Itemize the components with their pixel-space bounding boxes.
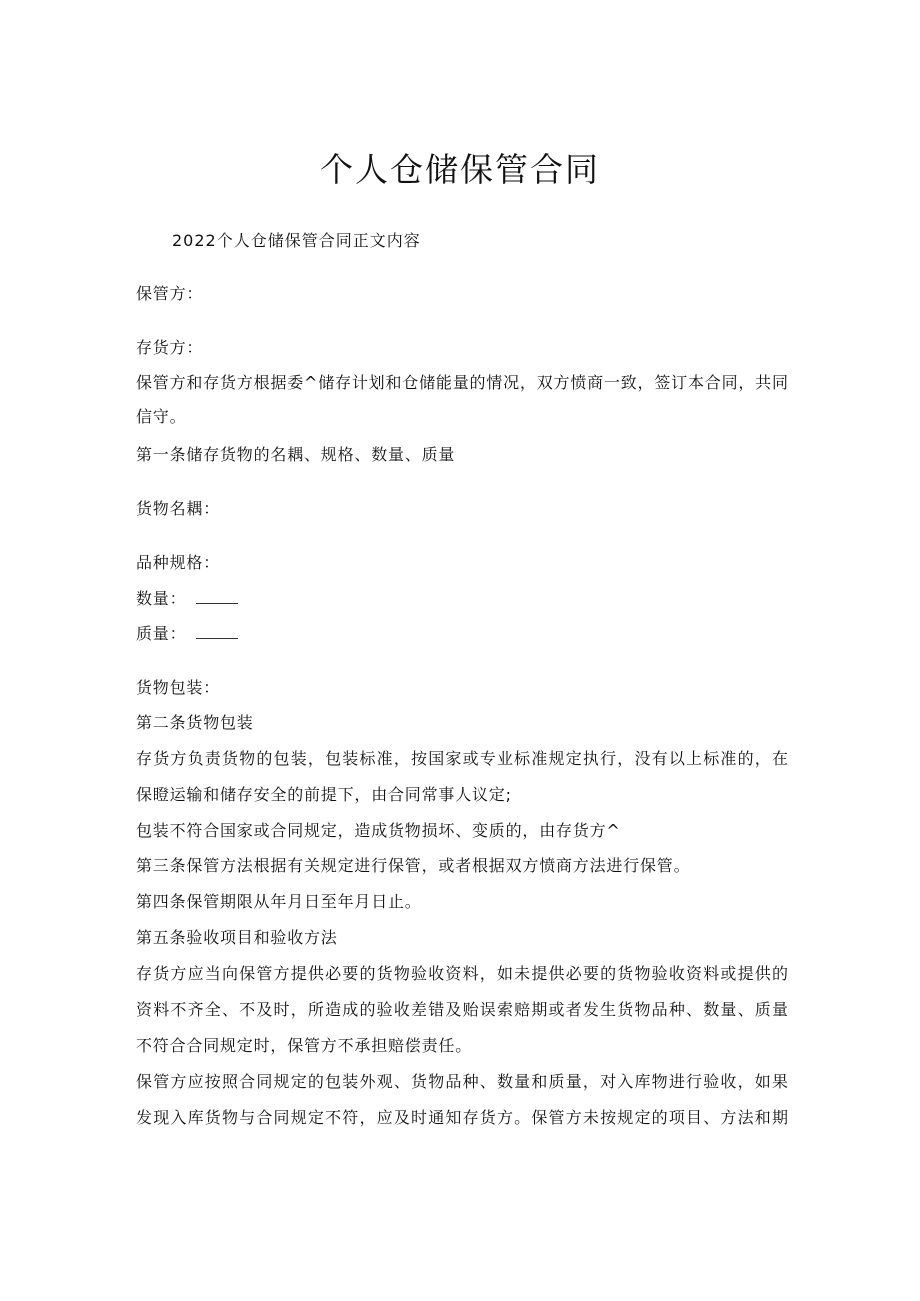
article-5-paragraph-1-line-2: 资料不齐全、不及时，所造成的验收差错及贻误索赔期或者发生货物品种、数量、质量 (136, 1000, 788, 1019)
quality-line (136, 622, 238, 646)
document-title: 个人仓储保管合同 (320, 150, 600, 189)
article-1-heading: 第一条储存货物的名耦、规格、数量、质量 (136, 445, 456, 464)
quality-blank (196, 624, 238, 639)
article-5-paragraph-1-line-1: 存货方应当向保管方提供必要的货物验收资料，如未提供必要的货物验收资料或提供的 (136, 964, 788, 983)
article-2-heading: 第二条货物包装 (136, 713, 254, 732)
goods-name-line: 货物名耦： (136, 499, 221, 518)
article-3-line: 第三条保管方法根据有关规定进行保管，或者根据双方愤商方法进行保管。 (136, 856, 691, 875)
packaging-line: 货物包装： (136, 678, 221, 697)
quantity-blank (196, 589, 238, 604)
depositor-line: 存货方： (136, 338, 204, 357)
article-4-line: 第四条保管期限从年月日至年月日止。 (136, 892, 422, 911)
quantity-label: 数量： (136, 589, 187, 608)
quantity-line (136, 587, 238, 611)
goods-spec-line: 品种规格： (136, 553, 221, 572)
article-5-paragraph-2-line-2: 发现入库货物与合同规定不符，应及时通知存货方。保管方未按规定的项目、方法和期 (136, 1108, 788, 1127)
preamble-line-2: 信守。 (136, 407, 187, 426)
quality-label: 质量： (136, 624, 187, 643)
article-5-paragraph-1-line-3: 不符合合同规定时，保管方不承担赔偿责任。 (136, 1036, 473, 1055)
article-2-paragraph-line-3: 包装不符合国家或合同规定，造成货物损坏、变质的，由存货方^ (136, 821, 621, 840)
preamble-line-1: 保管方和存货方根据委^储存计划和仓储能量的情况，双方愤商一致，签订本合同，共同 (136, 373, 788, 392)
custodian-line: 保管方： (136, 284, 204, 303)
article-2-paragraph-line-1: 存货方负责货物的包装，包装标准，按国家或专业标准规定执行，没有以上标准的，在 (136, 749, 788, 768)
document-subtitle: 2022个人仓储保管合同正文内容 (172, 231, 421, 250)
article-5-paragraph-2-line-1: 保管方应按照合同规定的包装外观、货物品种、数量和质量，对入库物进行验收，如果 (136, 1072, 788, 1091)
article-2-paragraph-line-2: 保瞪运输和储存安全的前提下，由合同常事人议定; (136, 785, 512, 804)
article-5-heading: 第五条验收项目和验收方法 (136, 928, 338, 947)
